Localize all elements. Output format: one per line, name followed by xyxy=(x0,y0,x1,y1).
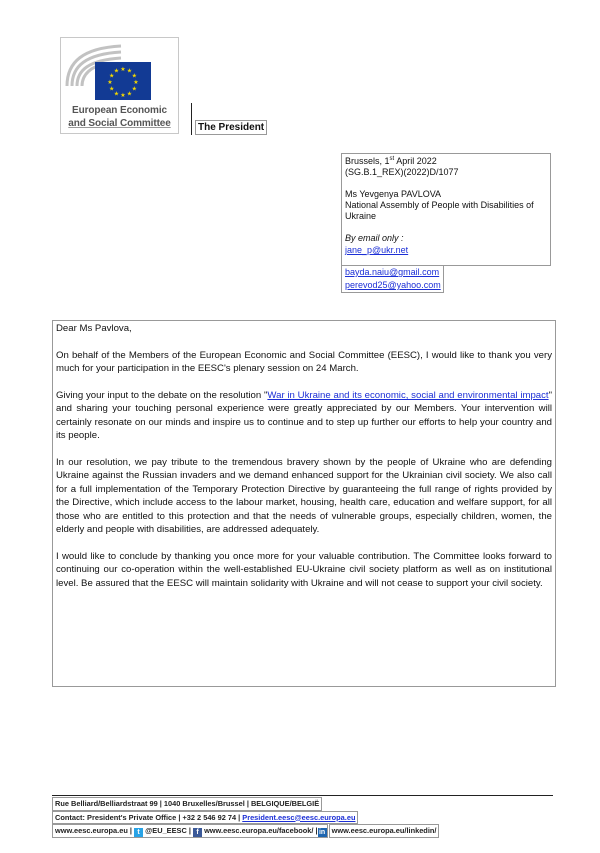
svg-text:★: ★ xyxy=(131,73,137,80)
office-label: The President xyxy=(195,120,267,135)
recipient-org-cont: Ukraine xyxy=(345,211,377,221)
footer-links: www.eesc.europa.eu | t @EU_EESC | f www.eesc.europa.eu/facebook/ |in xyxy=(52,824,328,838)
additional-emails xyxy=(341,266,444,293)
twitter-icon: t xyxy=(134,828,143,837)
facebook-icon: f xyxy=(193,828,202,837)
org-name: European Economic and Social Committee xyxy=(68,105,171,129)
president-email-link[interactable]: President.eesc@eesc.europa.eu xyxy=(242,812,356,822)
reference-number: (SG.B.1_REX)(2022)D/1077 xyxy=(345,167,459,177)
paragraph: I would like to conclude by thanking you once more for your valuable contribution. The Committee looks forward to continuing our co-operation within the well-established EU-Ukraine civil society platform as well as on institutional level. Be assured that the EESC will maintain solidarity with Ukraine and will not cease to support your civil society. xyxy=(56,550,552,589)
salutation: Dear Ms Pavlova, xyxy=(56,323,132,334)
paragraph: Giving your input to the debate on the resolution "War in Ukraine and its economic, social and environmental impact" and sharing your touching personal experience were greatly appreciated by our Members. Your intervention will certainly resonate on our minds and inspire us to continue and to step up further our efforts to help your country and its people. xyxy=(56,390,552,442)
recipient-org: National Assembly of People with Disabilities of xyxy=(345,200,534,210)
svg-text:★: ★ xyxy=(109,73,115,80)
svg-text:★: ★ xyxy=(126,68,133,75)
svg-text:★: ★ xyxy=(109,86,115,93)
recipient-name: Ms Yevgenya PAVLOVA xyxy=(345,189,442,199)
email-link[interactable]: jane_p@ukr.net xyxy=(345,245,409,255)
svg-text:★: ★ xyxy=(120,67,126,73)
resolution-link[interactable]: War in Ukraine and its economic, social and environmental impact xyxy=(267,390,549,401)
website-link[interactable]: www.eesc.europa.eu xyxy=(55,826,128,835)
svg-text:★: ★ xyxy=(113,68,120,75)
email-link[interactable]: bayda.naiu@gmail.com xyxy=(345,267,440,277)
eesc-logo xyxy=(60,37,179,134)
email-link[interactable]: perevod25@yahoo.com xyxy=(345,280,441,290)
svg-text:★: ★ xyxy=(107,80,113,86)
svg-text:★: ★ xyxy=(133,80,139,86)
letter-body xyxy=(52,320,556,687)
svg-text:★: ★ xyxy=(113,91,120,98)
facebook-link[interactable]: www.eesc.europa.eu/facebook/ xyxy=(204,826,314,835)
svg-text:★: ★ xyxy=(131,86,137,93)
header-divider xyxy=(191,103,192,135)
svg-text:★: ★ xyxy=(126,91,133,98)
address-block xyxy=(341,153,551,266)
svg-text:★: ★ xyxy=(120,93,126,99)
twitter-link[interactable]: @EU_EESC xyxy=(145,826,187,835)
linkedin-icon: in xyxy=(318,829,326,836)
place-date: Brussels, 1st April 2022 xyxy=(345,156,437,166)
linkedin-link[interactable]: www.eesc.europa.eu/linkedin/ xyxy=(331,826,437,835)
footer-contact: Contact: President's Private Office | +32 2 546 92 74 | President.eesc@eesc.europa.eu xyxy=(52,811,358,825)
footer-divider xyxy=(52,795,553,796)
footer xyxy=(52,797,439,838)
eu-flag-icon xyxy=(95,62,151,100)
paragraph: On behalf of the Members of the European Economic and Social Committee (EESC), I would like to thank you very much for your participation in the EESC's plenary session on 24 March. xyxy=(56,349,552,375)
footer-address: Rue Belliard/Belliardstraat 99 | 1040 Bruxelles/Brussel | BELGIQUE/BELGIË xyxy=(52,797,322,811)
delivery-note: By email only : xyxy=(345,233,404,243)
paragraph: In our resolution, we pay tribute to the tremendous bravery shown by the people of Ukraine who are defending Ukraine against the Russian invaders and we demand enhanced support for the Ukrainian civil society. We also call for a full implementation of the Temporary Protection Directive by guaranteeing the full range of rights provided by the Directive, which include access to the labour market, housing, health care, education and welfare support, for all those who are entitled to this protection and that the needs of vulnerable groups, especially children, women, the elderly and people with disabilities, are addressed adequately. xyxy=(56,457,552,536)
